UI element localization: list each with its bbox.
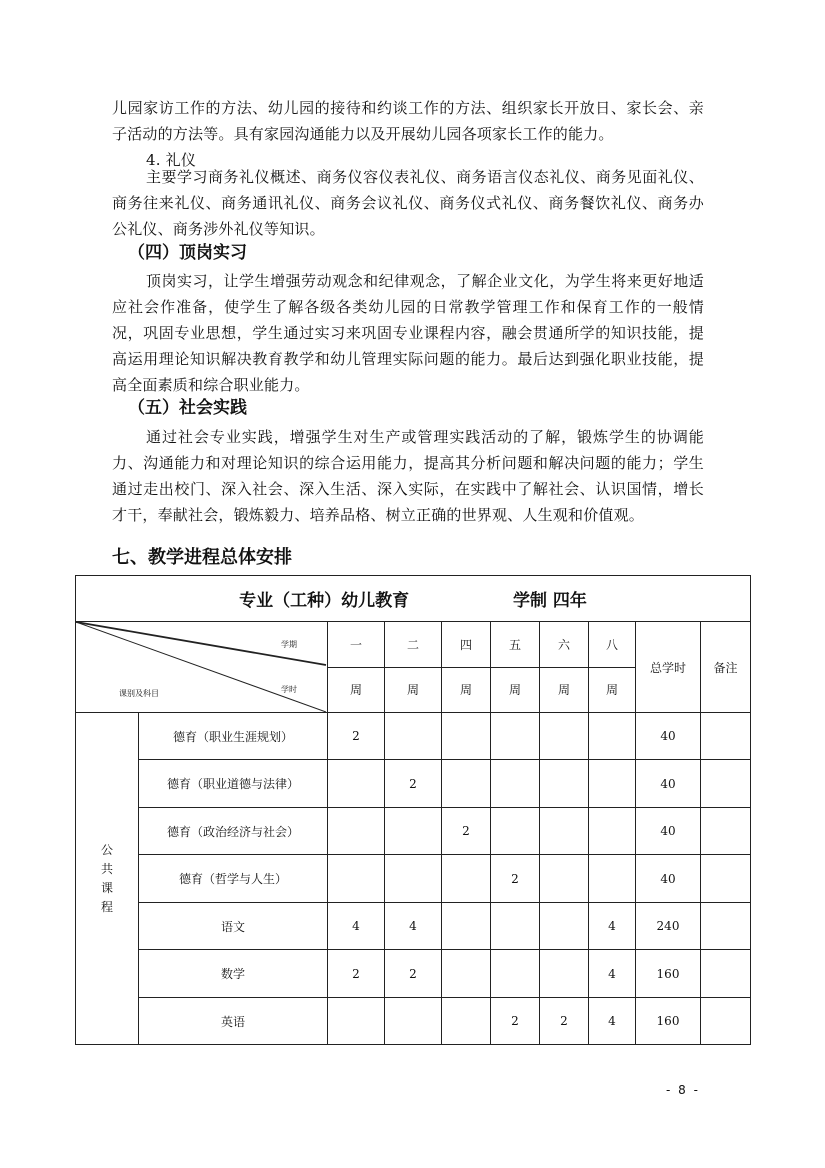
weekly-hours-cell xyxy=(385,855,442,903)
weekly-hours-cell xyxy=(491,808,540,855)
weekly-hours-cell: 2 xyxy=(385,950,442,998)
total-hours-cell: 40 xyxy=(636,808,701,855)
weekly-hours-cell xyxy=(589,855,636,903)
term-header-2: 二 xyxy=(385,622,442,668)
table-row xyxy=(76,713,751,760)
weekly-hours-cell xyxy=(589,713,636,760)
weekly-hours-cell xyxy=(589,760,636,808)
heading-etiquette: 4. 礼仪 xyxy=(146,151,197,169)
course-name: 英语 xyxy=(139,998,328,1045)
week-header: 周 xyxy=(328,667,385,713)
weekly-hours-cell xyxy=(442,760,491,808)
weekly-hours-cell: 2 xyxy=(540,998,589,1045)
table-title-system: 学制 四年 xyxy=(512,591,587,611)
week-header: 周 xyxy=(540,667,589,713)
weekly-hours-cell xyxy=(328,855,385,903)
weekly-hours-cell xyxy=(540,950,589,998)
weekly-hours-cell: 2 xyxy=(491,998,540,1045)
week-header: 周 xyxy=(442,667,491,713)
page-number: - 8 - xyxy=(666,1083,700,1097)
diag-label-term: 学期 xyxy=(281,640,297,649)
remarks-cell xyxy=(701,713,751,760)
total-hours-cell: 240 xyxy=(636,903,701,950)
weekly-hours-cell xyxy=(385,998,442,1045)
total-hours-cell: 160 xyxy=(636,998,701,1045)
table-row xyxy=(76,998,751,1045)
total-hours-cell: 40 xyxy=(636,713,701,760)
weekly-hours-cell xyxy=(491,760,540,808)
weekly-hours-cell xyxy=(540,808,589,855)
teaching-schedule-table xyxy=(75,575,751,1045)
remarks-cell xyxy=(701,998,751,1045)
table-row xyxy=(76,903,751,950)
weekly-hours-cell xyxy=(385,713,442,760)
total-hours-cell: 160 xyxy=(636,950,701,998)
week-header: 周 xyxy=(589,667,636,713)
course-name: 德育（职业生涯规划） xyxy=(139,713,328,760)
remarks-header: 备注 xyxy=(701,622,751,713)
table-title-major: 专业（工种）幼儿教育 xyxy=(239,591,410,611)
course-name: 德育（政治经济与社会） xyxy=(139,808,328,855)
remarks-cell xyxy=(701,950,751,998)
weekly-hours-cell xyxy=(491,713,540,760)
weekly-hours-cell xyxy=(540,855,589,903)
remarks-cell xyxy=(701,760,751,808)
weekly-hours-cell: 2 xyxy=(491,855,540,903)
paragraph-social-practice: 通过社会专业实践，增强学生对生产或管理实践活动的了解，锻炼学生的协调能力、沟通能力和对理论知识的综合运用能力，提高其分析问题和解决问题的能力；学生通过走出校门、深入社会、深入生活、深入实际，在实践中了解社会、认识国情，增长才干，奉献社会，锻炼毅力、培养品格、树立正确的世界观、人生观和价值观。 xyxy=(112,428,704,524)
course-name: 德育（哲学与人生） xyxy=(139,855,328,903)
term-header-5: 五 xyxy=(491,622,540,668)
paragraph-etiquette: 主要学习商务礼仪概述、商务仪容仪表礼仪、商务语言仪态礼仪、商务见面礼仪、商务往来礼仪、商务通讯礼仪、商务会议礼仪、商务仪式礼仪、商务餐饮礼仪、商务办公礼仪、商务涉外礼仪等知识。 xyxy=(112,168,704,238)
table-row xyxy=(76,950,751,998)
paragraph-parent-work: 儿园家访工作的方法、幼儿园的接待和约谈工作的方法、组织家长开放日、家长会、亲子活动的方法等。具有家园沟通能力以及开展幼儿园各项家长工作的能力。 xyxy=(112,99,704,143)
week-header: 周 xyxy=(385,667,442,713)
table-row xyxy=(76,808,751,855)
remarks-cell xyxy=(701,855,751,903)
term-header-1: 一 xyxy=(328,622,385,668)
weekly-hours-cell xyxy=(442,713,491,760)
weekly-hours-cell: 4 xyxy=(589,950,636,998)
term-header-4: 四 xyxy=(442,622,491,668)
total-hours-cell: 40 xyxy=(636,855,701,903)
paragraph-internship: 顶岗实习，让学生增强劳动观念和纪律观念，了解企业文化，为学生将来更好地适应社会作准备，使学生了解各级各类幼儿园的日常教学管理工作和保育工作的一般情况，巩固专业思想，学生通过实习来巩固专业课程内容，融会贯通所学的知识技能，提高运用理论知识解决教育教学和幼儿管理实际问题的能力。最后达到强化职业技能，提高全面素质和综合职业能力。 xyxy=(112,272,704,394)
weekly-hours-cell xyxy=(540,760,589,808)
weekly-hours-cell xyxy=(491,950,540,998)
subheading-internship: （四）顶岗实习 xyxy=(128,243,247,263)
total-hours-header: 总学时 xyxy=(636,622,701,713)
weekly-hours-cell xyxy=(328,998,385,1045)
weekly-hours-cell xyxy=(540,713,589,760)
term-header-8: 八 xyxy=(589,622,636,668)
subheading-social-practice: （五）社会实践 xyxy=(128,398,247,418)
diag-label-hours: 学时 xyxy=(281,685,297,694)
weekly-hours-cell xyxy=(491,903,540,950)
weekly-hours-cell: 2 xyxy=(328,950,385,998)
weekly-hours-cell xyxy=(442,950,491,998)
category-cell xyxy=(76,713,139,1045)
category-label: 公共课程 xyxy=(100,842,113,914)
diagonal-lines xyxy=(76,622,328,712)
weekly-hours-cell: 4 xyxy=(385,903,442,950)
table-row xyxy=(76,760,751,808)
course-name: 数学 xyxy=(139,950,328,998)
weekly-hours-cell: 2 xyxy=(442,808,491,855)
term-header-6: 六 xyxy=(540,622,589,668)
weekly-hours-cell xyxy=(385,808,442,855)
weekly-hours-cell xyxy=(442,903,491,950)
table-title xyxy=(76,576,751,622)
weekly-hours-cell: 4 xyxy=(589,998,636,1045)
weekly-hours-cell xyxy=(442,998,491,1045)
diag-label-course: 课别及科目 xyxy=(119,689,159,698)
course-name: 语文 xyxy=(139,903,328,950)
weekly-hours-cell: 4 xyxy=(589,903,636,950)
diagonal-header-cell xyxy=(76,622,328,713)
weekly-hours-cell xyxy=(442,855,491,903)
section-heading-teaching-schedule: 七、教学进程总体安排 xyxy=(112,547,292,568)
week-header: 周 xyxy=(491,667,540,713)
course-name: 德育（职业道德与法律） xyxy=(139,760,328,808)
weekly-hours-cell xyxy=(328,808,385,855)
weekly-hours-cell: 2 xyxy=(385,760,442,808)
table-row xyxy=(76,855,751,903)
remarks-cell xyxy=(701,903,751,950)
weekly-hours-cell xyxy=(540,903,589,950)
remarks-cell xyxy=(701,808,751,855)
weekly-hours-cell: 2 xyxy=(328,713,385,760)
weekly-hours-cell xyxy=(328,760,385,808)
total-hours-cell: 40 xyxy=(636,760,701,808)
weekly-hours-cell xyxy=(589,808,636,855)
weekly-hours-cell: 4 xyxy=(328,903,385,950)
